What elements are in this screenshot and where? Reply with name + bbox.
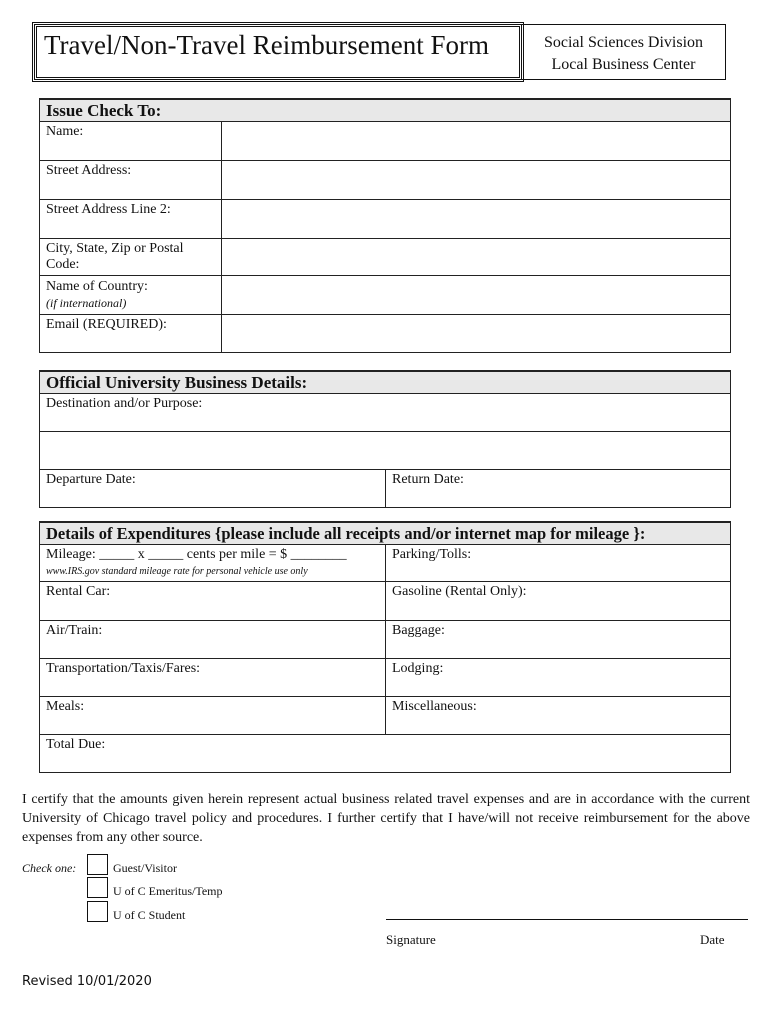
parking-tolls-field[interactable] [386, 545, 731, 582]
business-details-heading: Official University Business Details: [40, 371, 731, 394]
return-date-label: Return Date: [392, 472, 464, 487]
rental-car-label: Rental Car: [46, 584, 111, 599]
guest-visitor-label: Guest/Visitor [113, 861, 177, 875]
page-title: Travel/Non-Travel Reimbursement Form [44, 30, 489, 60]
check-one-label: Check one: [22, 861, 77, 875]
city-state-zip-label: City, State, Zip or Postal Code: [40, 239, 222, 276]
mileage-label: Mileage: _____ x _____ cents per mile = $ ________ [46, 547, 347, 562]
lodging-field[interactable] [386, 659, 731, 697]
baggage-field[interactable] [386, 621, 731, 659]
signature-line[interactable] [386, 919, 748, 920]
miscellaneous-label: Miscellaneous: [392, 699, 477, 714]
guest-visitor-checkbox[interactable] [87, 854, 108, 875]
gasoline-label: Gasoline (Rental Only): [392, 584, 527, 599]
total-due-label: Total Due: [46, 737, 106, 752]
issue-check-table [39, 98, 731, 353]
division-name: Social Sciences Division [543, 34, 704, 51]
student-checkbox[interactable] [87, 901, 108, 922]
lodging-label: Lodging: [392, 661, 444, 676]
destination-purpose-label: Destination and/or Purpose: [46, 396, 203, 411]
country-field[interactable] [222, 276, 731, 315]
name-label: Name: [40, 122, 222, 161]
miscellaneous-field[interactable] [386, 697, 731, 735]
destination-purpose-line-2[interactable] [40, 432, 731, 470]
student-label: U of C Student [113, 908, 186, 922]
business-details-table [39, 370, 731, 508]
email-field[interactable] [222, 315, 731, 353]
signature-label: Signature [386, 932, 436, 947]
return-date-field[interactable] [386, 470, 731, 508]
certification-text: I certify that the amounts given herein represent actual business related travel expenses and are in accordance with the current University of Chicago travel policy and procedures. I further certify that I have/will not receive reimbursement for the above expenses from any other source. [22, 792, 750, 845]
email-label: Email (REQUIRED): [40, 315, 222, 353]
revision-date: Revised 10/01/2020 [22, 974, 152, 989]
emeritus-temp-label: U of C Emeritus/Temp [113, 884, 223, 898]
rental-car-field[interactable] [40, 582, 386, 621]
air-train-label: Air/Train: [46, 623, 103, 638]
division-box [522, 24, 726, 80]
expenditures-table [39, 521, 731, 773]
street-address-2-field[interactable] [222, 200, 731, 239]
emeritus-temp-checkbox[interactable] [87, 877, 108, 898]
street-address-field[interactable] [222, 161, 731, 200]
mileage-field[interactable] [40, 545, 386, 582]
total-due-field[interactable] [40, 735, 731, 773]
country-note: (if international) [46, 296, 127, 310]
gasoline-field[interactable] [386, 582, 731, 621]
air-train-field[interactable] [40, 621, 386, 659]
issue-check-heading: Issue Check To: [40, 99, 731, 122]
street-address-2-label: Street Address Line 2: [40, 200, 222, 239]
city-state-zip-field[interactable] [222, 239, 731, 276]
date-label: Date [700, 932, 725, 947]
country-label-cell [40, 276, 222, 315]
transportation-field[interactable] [40, 659, 386, 697]
business-center-name: Local Business Center [551, 56, 696, 73]
baggage-label: Baggage: [392, 623, 445, 638]
street-address-label: Street Address: [40, 161, 222, 200]
meals-field[interactable] [40, 697, 386, 735]
departure-date-field[interactable] [40, 470, 386, 508]
expenditures-heading: Details of Expenditures {please include all receipts and/or internet map for mileage }: [40, 522, 731, 545]
mileage-note: www.IRS.gov standard mileage rate for personal vehicle use only [46, 566, 308, 577]
destination-purpose-field[interactable] [40, 394, 731, 432]
country-label: Name of Country: [46, 279, 148, 294]
transportation-label: Transportation/Taxis/Fares: [46, 661, 201, 676]
name-field[interactable] [222, 122, 731, 161]
departure-date-label: Departure Date: [46, 472, 136, 487]
parking-tolls-label: Parking/Tolls: [392, 547, 472, 562]
meals-label: Meals: [46, 699, 85, 714]
